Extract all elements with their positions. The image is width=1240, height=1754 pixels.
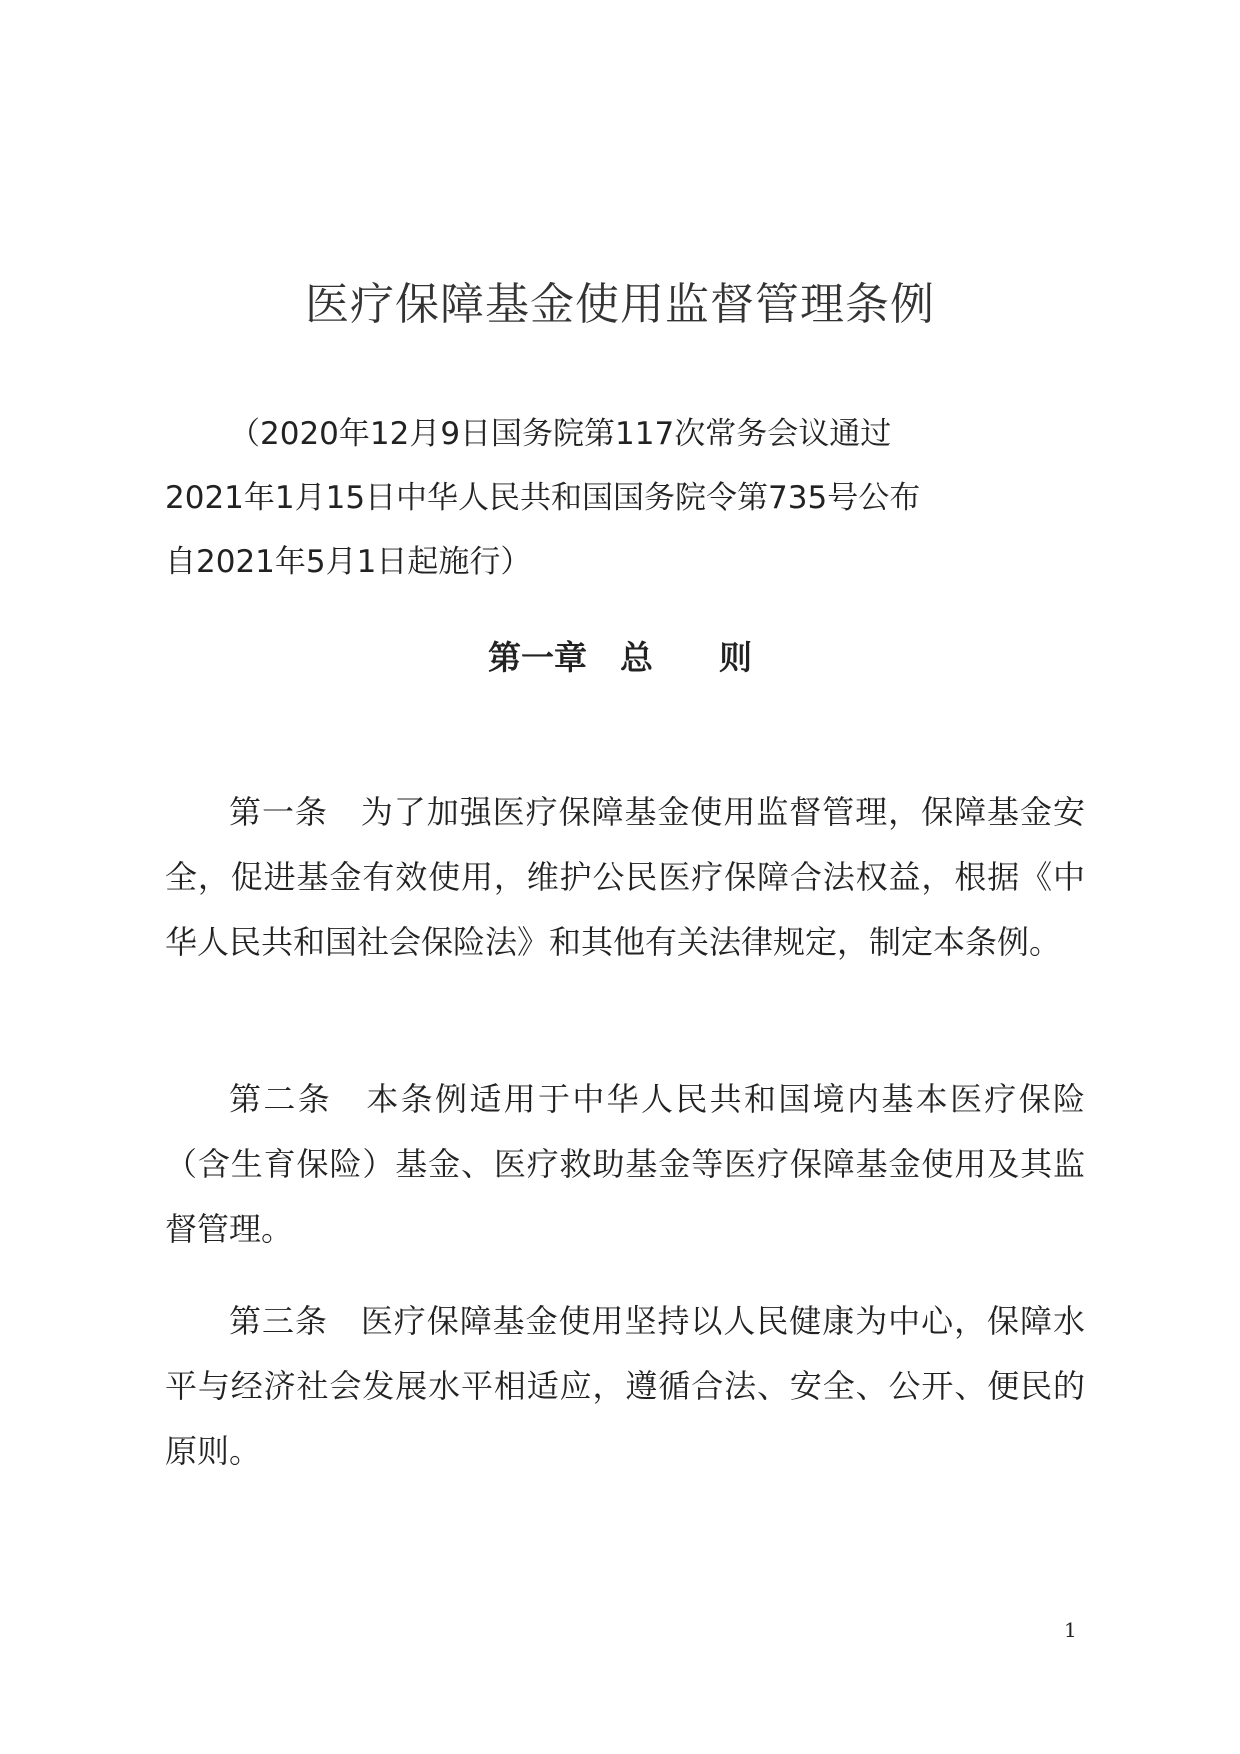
article-2-number: 第二条	[229, 1080, 332, 1118]
article-2	[165, 1067, 1085, 1262]
page-number: 1	[1064, 1618, 1077, 1642]
article-1-number: 第一条	[229, 793, 328, 831]
article-3-number: 第三条	[229, 1302, 328, 1340]
article-3	[165, 1289, 1085, 1484]
article-3-text: 医疗保障基金使用坚持以人民健康为中心，保障水平与经济社会发展水平相适应，遵循合法、安全、公开、便民的原则。	[165, 1302, 1085, 1470]
document-title: 医疗保障基金使用监督管理条例	[305, 279, 935, 330]
chapter-heading: 第一章 总 则	[488, 638, 752, 677]
promulgation-line-3: 自2021年5月1日起施行）	[165, 544, 532, 580]
article-1-text: 为了加强医疗保障基金使用监督管理，保障基金安全，促进基金有效使用，维护公民医疗保障合法权益，根据《中华人民共和国社会保险法》和其他有关法律规定，制定本条例。	[165, 793, 1085, 961]
article-1	[165, 780, 1085, 975]
promulgation-line-2: 2021年1月15日中华人民共和国国务院令第735号公布	[165, 480, 921, 516]
promulgation-line-1: （2020年12月9日国务院第117次常务会议通过	[229, 416, 892, 452]
article-2-text: 本条例适用于中华人民共和国境内基本医疗保险（含生育保险）基金、医疗救助基金等医疗保障基金使用及其监督管理。	[165, 1080, 1085, 1248]
